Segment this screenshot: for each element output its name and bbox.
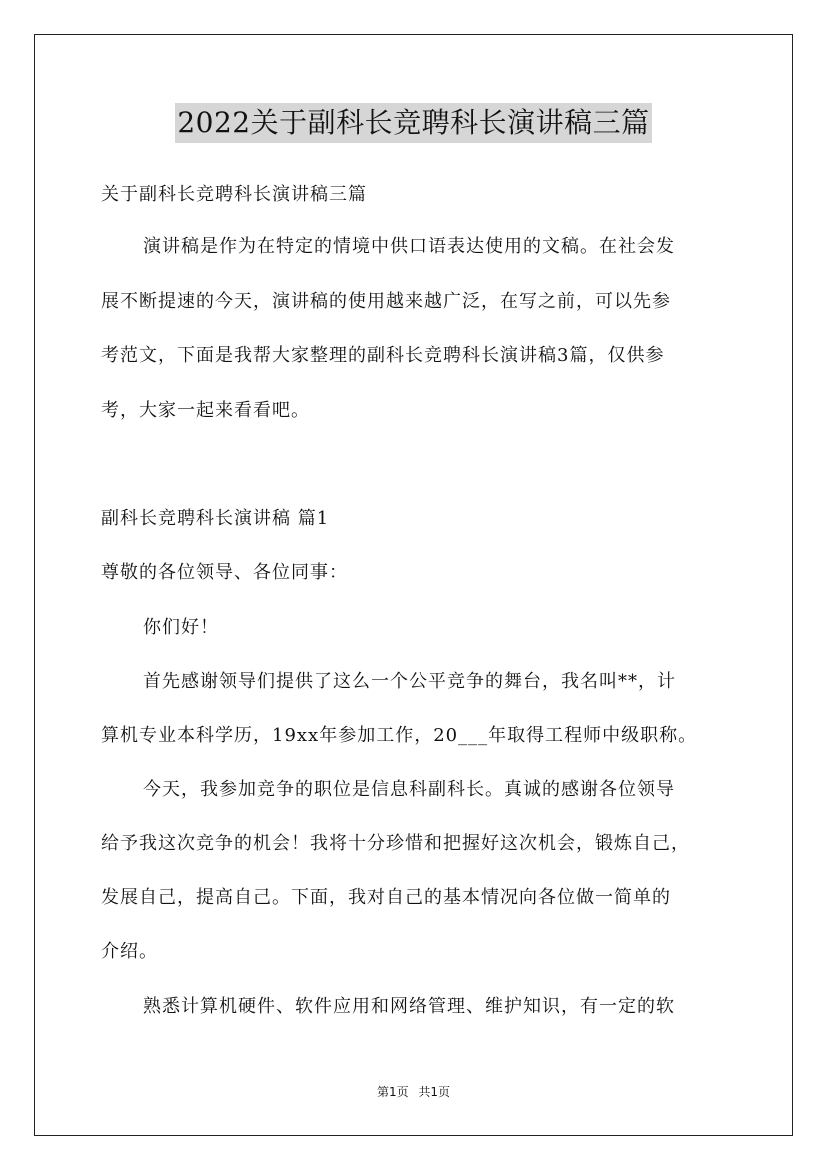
paragraph-line: 展不断提速的今天，演讲稿的使用越来越广泛，在写之前，可以先参 — [101, 291, 671, 312]
title-container — [0, 103, 827, 143]
paragraph-line: 算机专业本科学历，19xx年参加工作，20___年取得工程师中级职称。 — [101, 725, 698, 746]
paragraph-line: 发展自己，提高自己。下面，我对自己的基本情况向各位做一简单的 — [101, 887, 671, 908]
subtitle-line: 关于副科长竞聘科长演讲稿三篇 — [101, 184, 367, 205]
page-total: 共1页 — [418, 1085, 451, 1099]
paragraph-line: 首先感谢领导们提供了这么一个公平竞争的舞台，我名叫**，计 — [143, 671, 676, 692]
greeting-line: 你们好！ — [143, 617, 219, 638]
paragraph-line: 熟悉计算机硬件、软件应用和网络管理、维护知识，有一定的软 — [143, 996, 675, 1017]
document-title: 2022关于副科长竞聘科长演讲稿三篇 — [175, 103, 651, 143]
paragraph-line: 演讲稿是作为在特定的情境中供口语表达使用的文稿。在社会发 — [143, 236, 675, 257]
page-footer — [0, 1083, 827, 1101]
paragraph-line: 今天，我参加竞争的职位是信息科副科长。真诚的感谢各位领导 — [143, 779, 675, 800]
salutation-line: 尊敬的各位领导、各位同事： — [101, 562, 348, 583]
page-number: 第1页 — [376, 1085, 409, 1099]
paragraph-line: 考，大家一起来看看吧。 — [101, 400, 310, 421]
section-heading: 副科长竞聘科长演讲稿 篇1 — [101, 508, 330, 529]
paragraph-line: 考范文，下面是我帮大家整理的副科长竞聘科长演讲稿3篇，仅供参 — [101, 345, 665, 366]
paragraph-line: 介绍。 — [101, 941, 158, 962]
paragraph-line: 给予我这次竞争的机会！我将十分珍惜和把握好这次机会，锻炼自己， — [101, 833, 690, 854]
